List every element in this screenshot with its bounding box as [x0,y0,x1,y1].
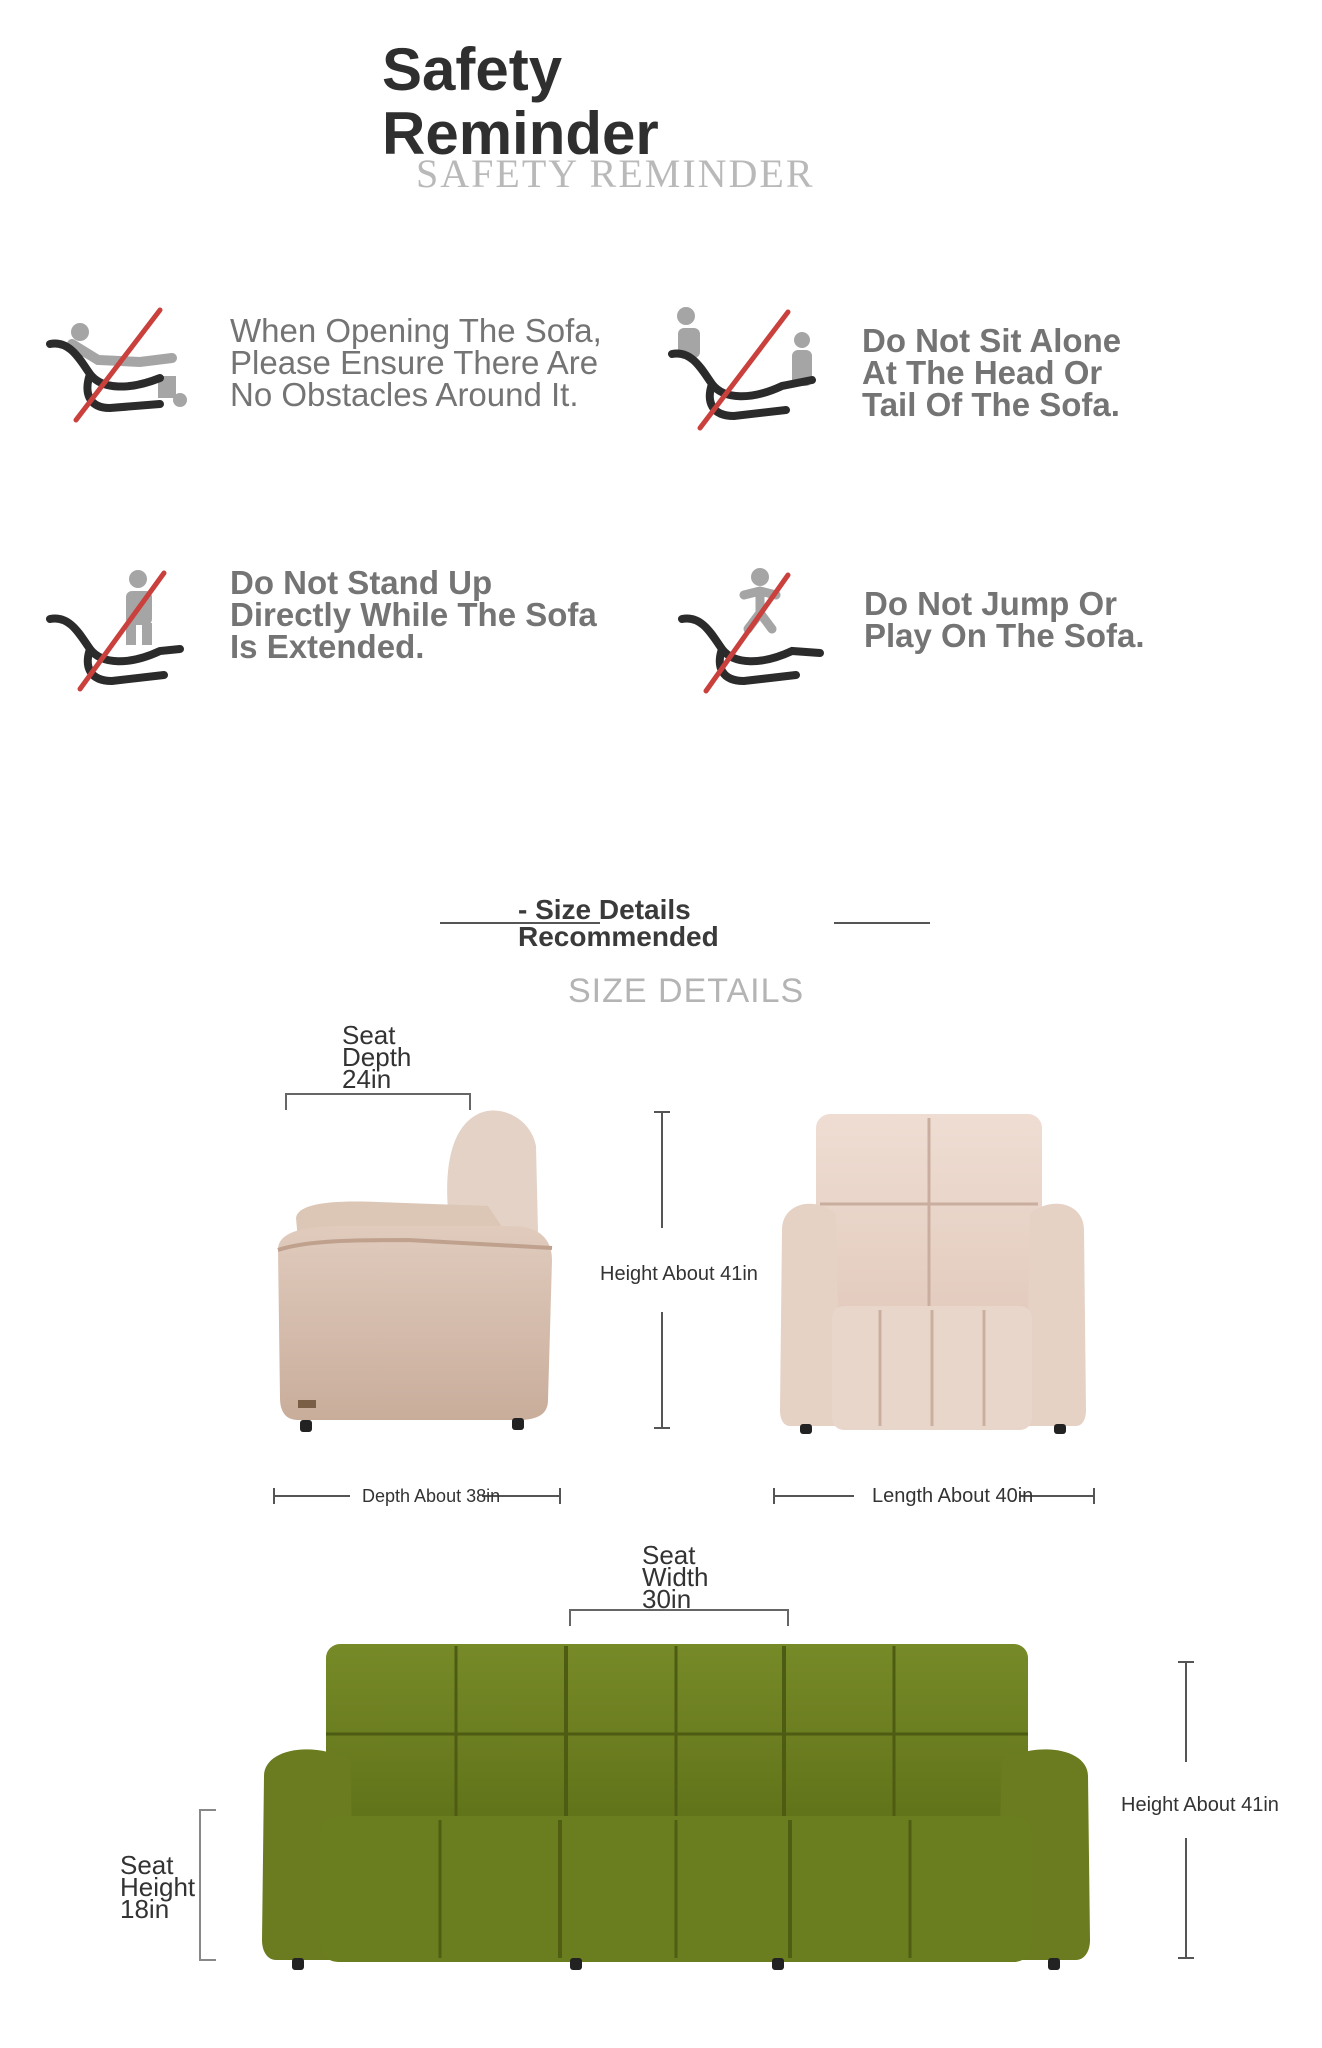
no-stand-up-icon [40,565,200,705]
rule-3-icon-wrap [40,565,200,710]
no-jump-icon [672,565,832,705]
depth-label: Depth About 38in [362,1486,501,1506]
chair-front-view [776,1110,1090,1436]
rule-2-icon-wrap [662,300,822,445]
sofa-front-view [260,1640,1092,1972]
no-sit-edge-icon [662,300,822,440]
seat-width-bracket [568,1606,792,1628]
seat-height-label: Seat Height 18in [120,1850,196,1924]
size-subtitle: SIZE DETAILS [568,972,805,1010]
safety-subtitle: SAFETY REMINDER [416,151,815,196]
safety-title: Safety Reminder [382,36,659,167]
chair-height-label: Height About 41in [600,1263,758,1285]
rule-1-text: When Opening The Sofa, Please Ensure There Are No Obstacles Around It. [230,312,602,413]
size-divider-right [834,922,930,924]
rule-2-text: Do Not Sit Alone At The Head Or Tail Of The Sofa. [862,322,1122,423]
seat-depth-label: Seat Depth 24in [342,1020,412,1094]
rule-1-icon-wrap [40,300,200,445]
rule-4-icon-wrap [672,565,832,710]
rule-4-text: Do Not Jump Or Play On The Sofa. [864,585,1145,654]
no-obstacles-icon [40,300,200,440]
chair-side-view [268,1100,558,1436]
sofa-height-label: Height About 41in [1121,1794,1279,1816]
size-title: - Size Details Recommended [518,894,719,952]
seat-height-bracket [196,1808,218,1964]
length-label: Length About 40in [872,1485,1034,1507]
seat-width-label: Seat Width 30in [642,1540,709,1614]
rule-3-text: Do Not Stand Up Directly While The Sofa Is Extended. [230,564,597,665]
